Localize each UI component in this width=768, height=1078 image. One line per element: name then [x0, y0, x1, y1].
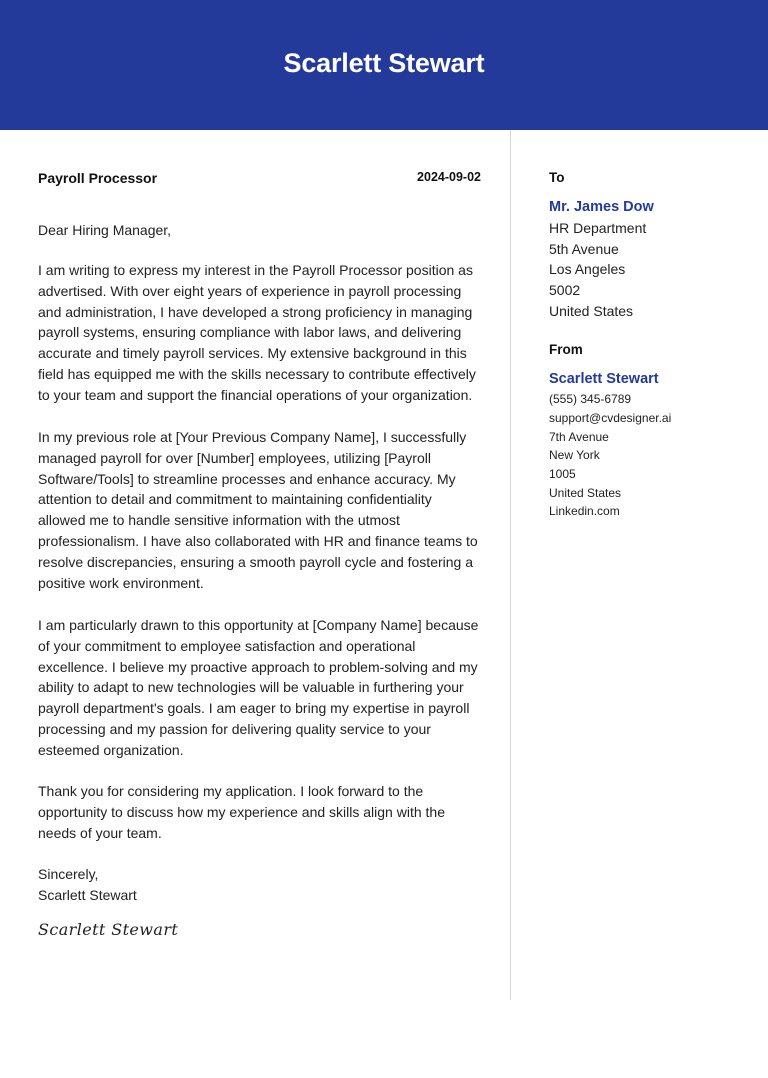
letter-body [38, 170, 481, 939]
closing-name: Scarlett Stewart [38, 887, 137, 903]
header-name: Scarlett Stewart [283, 48, 485, 78]
closing: Sincerely, [38, 866, 99, 882]
paragraph-2: In my previous role at [Your Previous Company Name], I successfully managed payroll for over [Number] employees, utilizing [Payroll Software/Tools] to streamline processes and enhance accuracy. My attention to detail and commitment to maintaining confidentiality allowed me to handle sensitive information with the utmost professionalism. I have also collaborated with HR and finance teams to resolve discrepancies, ensuring a smooth payroll cycle and fostering a positive work environment. [38, 429, 478, 591]
from-heading: From [549, 342, 583, 357]
sender-street: 7th Avenue [549, 430, 609, 444]
paragraph-3: I am particularly drawn to this opportunity at [Company Name] because of your commitment to employee satisfaction and operational excellence. I believe my proactive approach to problem-solving and my ability to adapt to new technologies will be valuable in furthering your payroll department's goals. I am eager to bring my expertise in payroll processing and my passion for delivering quality service to your esteemed organization. [38, 617, 479, 758]
recipient-country: United States [549, 303, 634, 319]
sender-country: United States [549, 486, 622, 500]
recipient-department: HR Department [549, 220, 647, 236]
sender-name: Scarlett Stewart [549, 371, 659, 387]
job-title: Payroll Processor [38, 170, 158, 186]
handwritten-signature: Scarlett Stewart [38, 920, 179, 939]
sender-phone: (555) 345-6789 [549, 392, 632, 406]
greeting: Dear Hiring Manager, [38, 222, 172, 238]
sender-city: New York [549, 448, 600, 462]
role-date-row [38, 170, 481, 190]
recipient-name: Mr. James Dow [549, 199, 654, 215]
recipient-street: 5th Avenue [549, 241, 619, 257]
sender-email: support@cvdesigner.ai [549, 411, 672, 425]
to-heading: To [549, 170, 565, 185]
recipient-city: Los Angeles [549, 261, 626, 277]
sender-linkedin: Linkedin.com [549, 504, 620, 518]
letter-header [0, 0, 768, 130]
paragraph-1: I am writing to express my interest in the Payroll Processor position as advertised. With over eight years of experience in payroll processing and administration, I have developed a strong proficiency in managing payroll systems, ensuring compliance with labor laws, and delivering accurate and timely payroll services. My extensive background in this field has equipped me with the skills necessary to contribute effectively to your team and support the financial operations of your organization. [38, 262, 476, 403]
letter-date: 2024-09-02 [417, 170, 481, 184]
paragraph-4: Thank you for considering my application. I look forward to the opportunity to discuss how my experience and skills align with the needs of your team. [38, 783, 445, 841]
sender-zip: 1005 [549, 467, 576, 481]
recipient-zip: 5002 [549, 282, 581, 298]
column-divider [510, 130, 511, 1000]
